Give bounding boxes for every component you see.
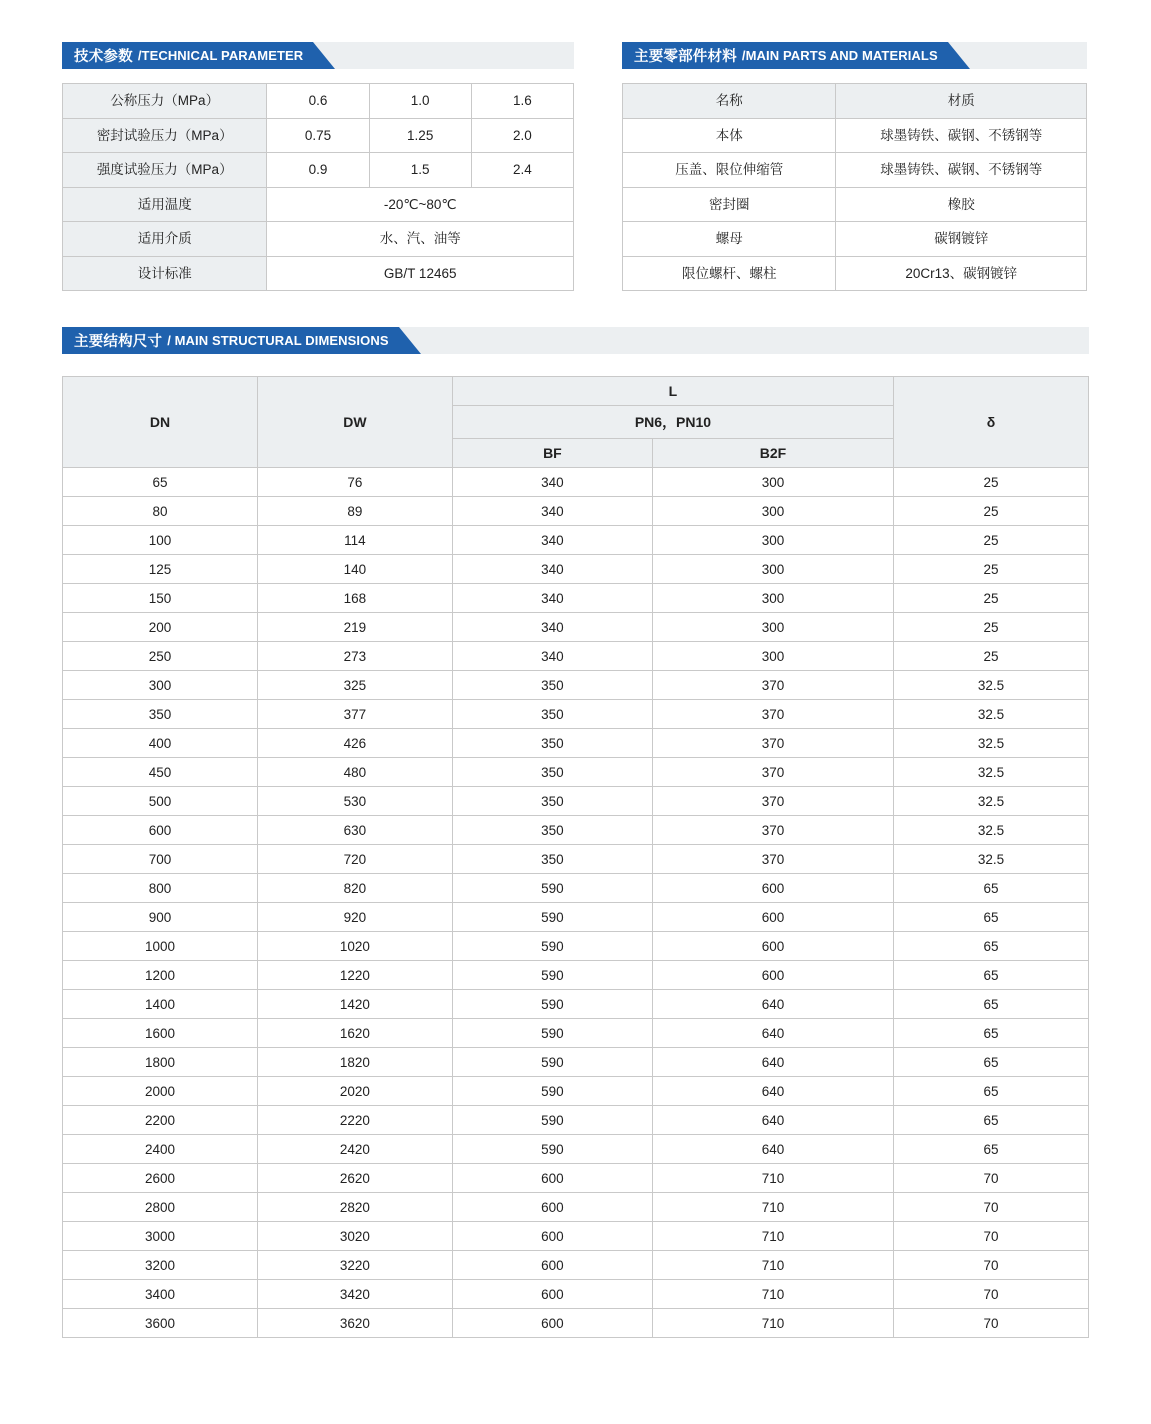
table-row — [63, 1135, 1089, 1164]
cell-b2f: 370 — [652, 671, 893, 700]
main-structural-dimensions-banner-label — [62, 327, 399, 354]
cell-b2f: 640 — [652, 1106, 893, 1135]
cell-dn: 1000 — [63, 932, 258, 961]
column-header-dn: DN — [63, 377, 258, 468]
cell-value: 2.4 — [471, 153, 573, 188]
cell-delta: 32.5 — [894, 758, 1089, 787]
cell-dw: 377 — [257, 700, 452, 729]
cell-dn: 1400 — [63, 990, 258, 1019]
row-label: 适用温度 — [63, 187, 267, 222]
banner-slant-shape — [948, 42, 970, 69]
cell-delta: 65 — [894, 1106, 1089, 1135]
cell-value: -20℃~80℃ — [267, 187, 574, 222]
cell-delta: 25 — [894, 642, 1089, 671]
cell-bf: 590 — [452, 1048, 652, 1077]
cell-dn: 350 — [63, 700, 258, 729]
banner-filler — [335, 42, 574, 69]
cell-dw: 920 — [257, 903, 452, 932]
cell-bf: 600 — [452, 1309, 652, 1338]
table-row — [63, 874, 1089, 903]
table-row — [63, 222, 574, 257]
row-label: 设计标准 — [63, 256, 267, 291]
cell-dw: 3220 — [257, 1251, 452, 1280]
cell-bf: 350 — [452, 729, 652, 758]
table-row — [63, 932, 1089, 961]
table-row — [63, 497, 1089, 526]
cell-dn: 300 — [63, 671, 258, 700]
cell-b2f: 300 — [652, 555, 893, 584]
cell-b2f: 300 — [652, 584, 893, 613]
row-label: 密封试验压力（MPa） — [63, 118, 267, 153]
cell-dw: 480 — [257, 758, 452, 787]
cell-dw: 140 — [257, 555, 452, 584]
cell-material: 碳钢镀锌 — [836, 222, 1087, 257]
cell-value: 1.25 — [369, 118, 471, 153]
cell-delta: 32.5 — [894, 671, 1089, 700]
table-row — [63, 1164, 1089, 1193]
cell-delta: 70 — [894, 1164, 1089, 1193]
cell-delta: 70 — [894, 1309, 1089, 1338]
column-header-l: L — [452, 377, 893, 406]
materials-table-body — [623, 118, 1087, 291]
column-header-material: 材质 — [836, 84, 1087, 119]
cell-dw: 530 — [257, 787, 452, 816]
cell-delta: 32.5 — [894, 845, 1089, 874]
table-row — [63, 1019, 1089, 1048]
table-row — [63, 1048, 1089, 1077]
cell-dn: 3600 — [63, 1309, 258, 1338]
cell-delta: 25 — [894, 555, 1089, 584]
cell-bf: 340 — [452, 642, 652, 671]
table-row — [63, 468, 1089, 497]
cell-b2f: 600 — [652, 874, 893, 903]
cell-dn: 1600 — [63, 1019, 258, 1048]
table-row — [623, 222, 1087, 257]
table-row — [63, 1309, 1089, 1338]
main-structural-dimensions-section — [0, 327, 1151, 1338]
row-label: 强度试验压力（MPa） — [63, 153, 267, 188]
table-row — [63, 903, 1089, 932]
cell-delta: 70 — [894, 1251, 1089, 1280]
cell-dw: 630 — [257, 816, 452, 845]
cell-bf: 350 — [452, 787, 652, 816]
cell-dw: 1820 — [257, 1048, 452, 1077]
cell-part-name: 限位螺杆、螺柱 — [623, 256, 836, 291]
cell-dn: 65 — [63, 468, 258, 497]
dimensions-table-head — [63, 377, 1089, 468]
cell-value: 0.6 — [267, 84, 369, 119]
technical-parameter-column — [62, 42, 574, 291]
cell-delta: 25 — [894, 497, 1089, 526]
cell-dw: 2820 — [257, 1193, 452, 1222]
cell-b2f: 300 — [652, 468, 893, 497]
cell-delta: 32.5 — [894, 700, 1089, 729]
cell-bf: 340 — [452, 613, 652, 642]
cell-delta: 70 — [894, 1280, 1089, 1309]
cell-bf: 590 — [452, 990, 652, 1019]
top-section — [0, 42, 1151, 291]
cell-bf: 590 — [452, 1135, 652, 1164]
cell-dn: 125 — [63, 555, 258, 584]
table-row — [63, 1077, 1089, 1106]
banner-filler — [421, 327, 1089, 354]
cell-value: GB/T 12465 — [267, 256, 574, 291]
dimensions-table-body — [63, 468, 1089, 1338]
table-row — [63, 642, 1089, 671]
cell-dn: 3400 — [63, 1280, 258, 1309]
table-row — [63, 816, 1089, 845]
cell-b2f: 710 — [652, 1222, 893, 1251]
cell-dw: 820 — [257, 874, 452, 903]
cell-delta: 65 — [894, 961, 1089, 990]
cell-dw: 1620 — [257, 1019, 452, 1048]
cell-material: 20Cr13、碳钢镀锌 — [836, 256, 1087, 291]
cell-delta: 65 — [894, 1135, 1089, 1164]
cell-delta: 32.5 — [894, 729, 1089, 758]
cell-bf: 590 — [452, 1019, 652, 1048]
cell-delta: 70 — [894, 1222, 1089, 1251]
cell-delta: 25 — [894, 584, 1089, 613]
table-row — [63, 1222, 1089, 1251]
cell-dn: 3000 — [63, 1222, 258, 1251]
cell-delta: 65 — [894, 903, 1089, 932]
cell-bf: 600 — [452, 1164, 652, 1193]
table-row — [63, 729, 1089, 758]
cell-dn: 80 — [63, 497, 258, 526]
table-row — [63, 613, 1089, 642]
cell-dw: 720 — [257, 845, 452, 874]
row-label: 适用介质 — [63, 222, 267, 257]
cell-b2f: 300 — [652, 497, 893, 526]
technical-parameter-banner-label — [62, 42, 313, 69]
cell-value: 0.9 — [267, 153, 369, 188]
main-parts-materials-banner — [622, 42, 1087, 69]
cell-dn: 2800 — [63, 1193, 258, 1222]
table-row — [623, 187, 1087, 222]
table-header-row — [63, 377, 1089, 406]
cell-bf: 590 — [452, 874, 652, 903]
technical-parameter-banner — [62, 42, 574, 69]
cell-dn: 1200 — [63, 961, 258, 990]
table-row — [63, 758, 1089, 787]
cell-dw: 2420 — [257, 1135, 452, 1164]
cell-delta: 65 — [894, 990, 1089, 1019]
cell-value: 0.75 — [267, 118, 369, 153]
technical-parameter-table-body — [63, 84, 574, 291]
cell-value: 2.0 — [471, 118, 573, 153]
cell-bf: 600 — [452, 1251, 652, 1280]
main-parts-materials-column — [622, 42, 1087, 291]
cell-dn: 2600 — [63, 1164, 258, 1193]
cell-dn: 3200 — [63, 1251, 258, 1280]
technical-parameter-title-cn: 技术参数 — [74, 49, 133, 65]
cell-dn: 100 — [63, 526, 258, 555]
cell-bf: 340 — [452, 555, 652, 584]
cell-bf: 340 — [452, 526, 652, 555]
cell-bf: 350 — [452, 758, 652, 787]
cell-b2f: 300 — [652, 642, 893, 671]
table-row — [63, 1251, 1089, 1280]
cell-dw: 1220 — [257, 961, 452, 990]
cell-delta: 65 — [894, 1048, 1089, 1077]
cell-dw: 3020 — [257, 1222, 452, 1251]
table-row — [63, 84, 574, 119]
cell-bf: 340 — [452, 497, 652, 526]
cell-b2f: 640 — [652, 1048, 893, 1077]
table-row — [63, 526, 1089, 555]
main-parts-materials-table — [622, 83, 1087, 291]
cell-dw: 114 — [257, 526, 452, 555]
cell-value: 1.5 — [369, 153, 471, 188]
cell-delta: 65 — [894, 1077, 1089, 1106]
cell-material: 橡胶 — [836, 187, 1087, 222]
cell-dw: 2620 — [257, 1164, 452, 1193]
table-row — [63, 1280, 1089, 1309]
cell-part-name: 本体 — [623, 118, 836, 153]
cell-part-name: 压盖、限位伸缩管 — [623, 153, 836, 188]
table-row — [623, 118, 1087, 153]
banner-slant-shape — [313, 42, 335, 69]
cell-dn: 900 — [63, 903, 258, 932]
cell-material: 球墨铸铁、碳钢、不锈钢等 — [836, 153, 1087, 188]
cell-bf: 600 — [452, 1222, 652, 1251]
cell-delta: 25 — [894, 613, 1089, 642]
cell-dn: 450 — [63, 758, 258, 787]
cell-dw: 219 — [257, 613, 452, 642]
column-header-dw: DW — [257, 377, 452, 468]
table-row — [63, 1193, 1089, 1222]
cell-dw: 2220 — [257, 1106, 452, 1135]
cell-b2f: 370 — [652, 787, 893, 816]
cell-b2f: 710 — [652, 1280, 893, 1309]
table-row — [63, 990, 1089, 1019]
cell-delta: 65 — [894, 1019, 1089, 1048]
cell-b2f: 300 — [652, 613, 893, 642]
cell-value: 1.0 — [369, 84, 471, 119]
cell-dn: 400 — [63, 729, 258, 758]
cell-dn: 600 — [63, 816, 258, 845]
cell-part-name: 密封圈 — [623, 187, 836, 222]
table-row — [63, 584, 1089, 613]
table-row — [63, 187, 574, 222]
table-row — [63, 787, 1089, 816]
cell-bf: 590 — [452, 932, 652, 961]
cell-b2f: 370 — [652, 845, 893, 874]
table-row — [63, 118, 574, 153]
main-structural-dimensions-title-en: / MAIN STRUCTURAL DIMENSIONS — [167, 333, 389, 349]
cell-dn: 2000 — [63, 1077, 258, 1106]
cell-bf: 340 — [452, 468, 652, 497]
cell-material: 球墨铸铁、碳钢、不锈钢等 — [836, 118, 1087, 153]
table-row — [63, 555, 1089, 584]
cell-delta: 32.5 — [894, 787, 1089, 816]
cell-delta: 25 — [894, 526, 1089, 555]
table-header-row — [623, 84, 1087, 119]
cell-bf: 340 — [452, 584, 652, 613]
cell-b2f: 370 — [652, 700, 893, 729]
materials-table-head — [623, 84, 1087, 119]
cell-b2f: 640 — [652, 1135, 893, 1164]
table-row — [63, 845, 1089, 874]
column-header-b2f: B2F — [652, 439, 893, 468]
cell-b2f: 640 — [652, 1077, 893, 1106]
cell-delta: 65 — [894, 874, 1089, 903]
column-header-delta: δ — [894, 377, 1089, 468]
cell-dn: 2400 — [63, 1135, 258, 1164]
cell-dw: 89 — [257, 497, 452, 526]
cell-dw: 2020 — [257, 1077, 452, 1106]
datasheet-page — [0, 42, 1151, 1424]
cell-dw: 1420 — [257, 990, 452, 1019]
cell-b2f: 710 — [652, 1309, 893, 1338]
table-row — [623, 153, 1087, 188]
cell-dn: 800 — [63, 874, 258, 903]
table-row — [63, 671, 1089, 700]
main-structural-dimensions-banner — [62, 327, 1089, 354]
column-header-bf: BF — [452, 439, 652, 468]
main-parts-materials-title-cn: 主要零部件材料 — [634, 49, 737, 65]
cell-value: 1.6 — [471, 84, 573, 119]
cell-dw: 3620 — [257, 1309, 452, 1338]
cell-part-name: 螺母 — [623, 222, 836, 257]
table-row — [63, 256, 574, 291]
cell-dw: 273 — [257, 642, 452, 671]
cell-bf: 350 — [452, 816, 652, 845]
column-header-pn: PN6，PN10 — [452, 406, 893, 439]
cell-bf: 350 — [452, 700, 652, 729]
cell-bf: 590 — [452, 961, 652, 990]
cell-b2f: 370 — [652, 816, 893, 845]
cell-dw: 168 — [257, 584, 452, 613]
cell-dn: 700 — [63, 845, 258, 874]
cell-bf: 600 — [452, 1193, 652, 1222]
cell-dw: 3420 — [257, 1280, 452, 1309]
cell-delta: 25 — [894, 468, 1089, 497]
cell-delta: 70 — [894, 1193, 1089, 1222]
technical-parameter-title-en: /TECHNICAL PARAMETER — [137, 48, 304, 63]
cell-b2f: 640 — [652, 1019, 893, 1048]
main-structural-dimensions-title-cn: 主要结构尺寸 — [74, 334, 163, 351]
cell-value: 水、汽、油等 — [267, 222, 574, 257]
cell-bf: 590 — [452, 1106, 652, 1135]
table-row — [63, 961, 1089, 990]
cell-dw: 325 — [257, 671, 452, 700]
table-row — [63, 1106, 1089, 1135]
main-parts-materials-title-en: /MAIN PARTS AND MATERIALS — [741, 48, 938, 63]
row-label: 公称压力（MPa） — [63, 84, 267, 119]
table-row — [63, 153, 574, 188]
cell-b2f: 600 — [652, 961, 893, 990]
cell-b2f: 710 — [652, 1164, 893, 1193]
cell-dw: 1020 — [257, 932, 452, 961]
cell-dn: 1800 — [63, 1048, 258, 1077]
cell-b2f: 370 — [652, 729, 893, 758]
cell-bf: 350 — [452, 671, 652, 700]
main-parts-materials-banner-label — [622, 42, 948, 69]
cell-b2f: 370 — [652, 758, 893, 787]
cell-b2f: 710 — [652, 1193, 893, 1222]
cell-dn: 2200 — [63, 1106, 258, 1135]
cell-dn: 500 — [63, 787, 258, 816]
table-row — [63, 700, 1089, 729]
cell-bf: 590 — [452, 903, 652, 932]
cell-bf: 590 — [452, 1077, 652, 1106]
cell-dn: 150 — [63, 584, 258, 613]
table-row — [623, 256, 1087, 291]
cell-b2f: 300 — [652, 526, 893, 555]
cell-delta: 65 — [894, 932, 1089, 961]
dimensions-table — [62, 376, 1089, 1338]
cell-dn: 200 — [63, 613, 258, 642]
banner-filler — [970, 42, 1087, 69]
cell-b2f: 600 — [652, 903, 893, 932]
cell-b2f: 640 — [652, 990, 893, 1019]
cell-b2f: 600 — [652, 932, 893, 961]
cell-dw: 426 — [257, 729, 452, 758]
column-header-name: 名称 — [623, 84, 836, 119]
cell-b2f: 710 — [652, 1251, 893, 1280]
technical-parameter-table — [62, 83, 574, 291]
cell-bf: 350 — [452, 845, 652, 874]
cell-delta: 32.5 — [894, 816, 1089, 845]
cell-dn: 250 — [63, 642, 258, 671]
cell-bf: 600 — [452, 1280, 652, 1309]
banner-slant-shape — [399, 327, 421, 354]
cell-dw: 76 — [257, 468, 452, 497]
